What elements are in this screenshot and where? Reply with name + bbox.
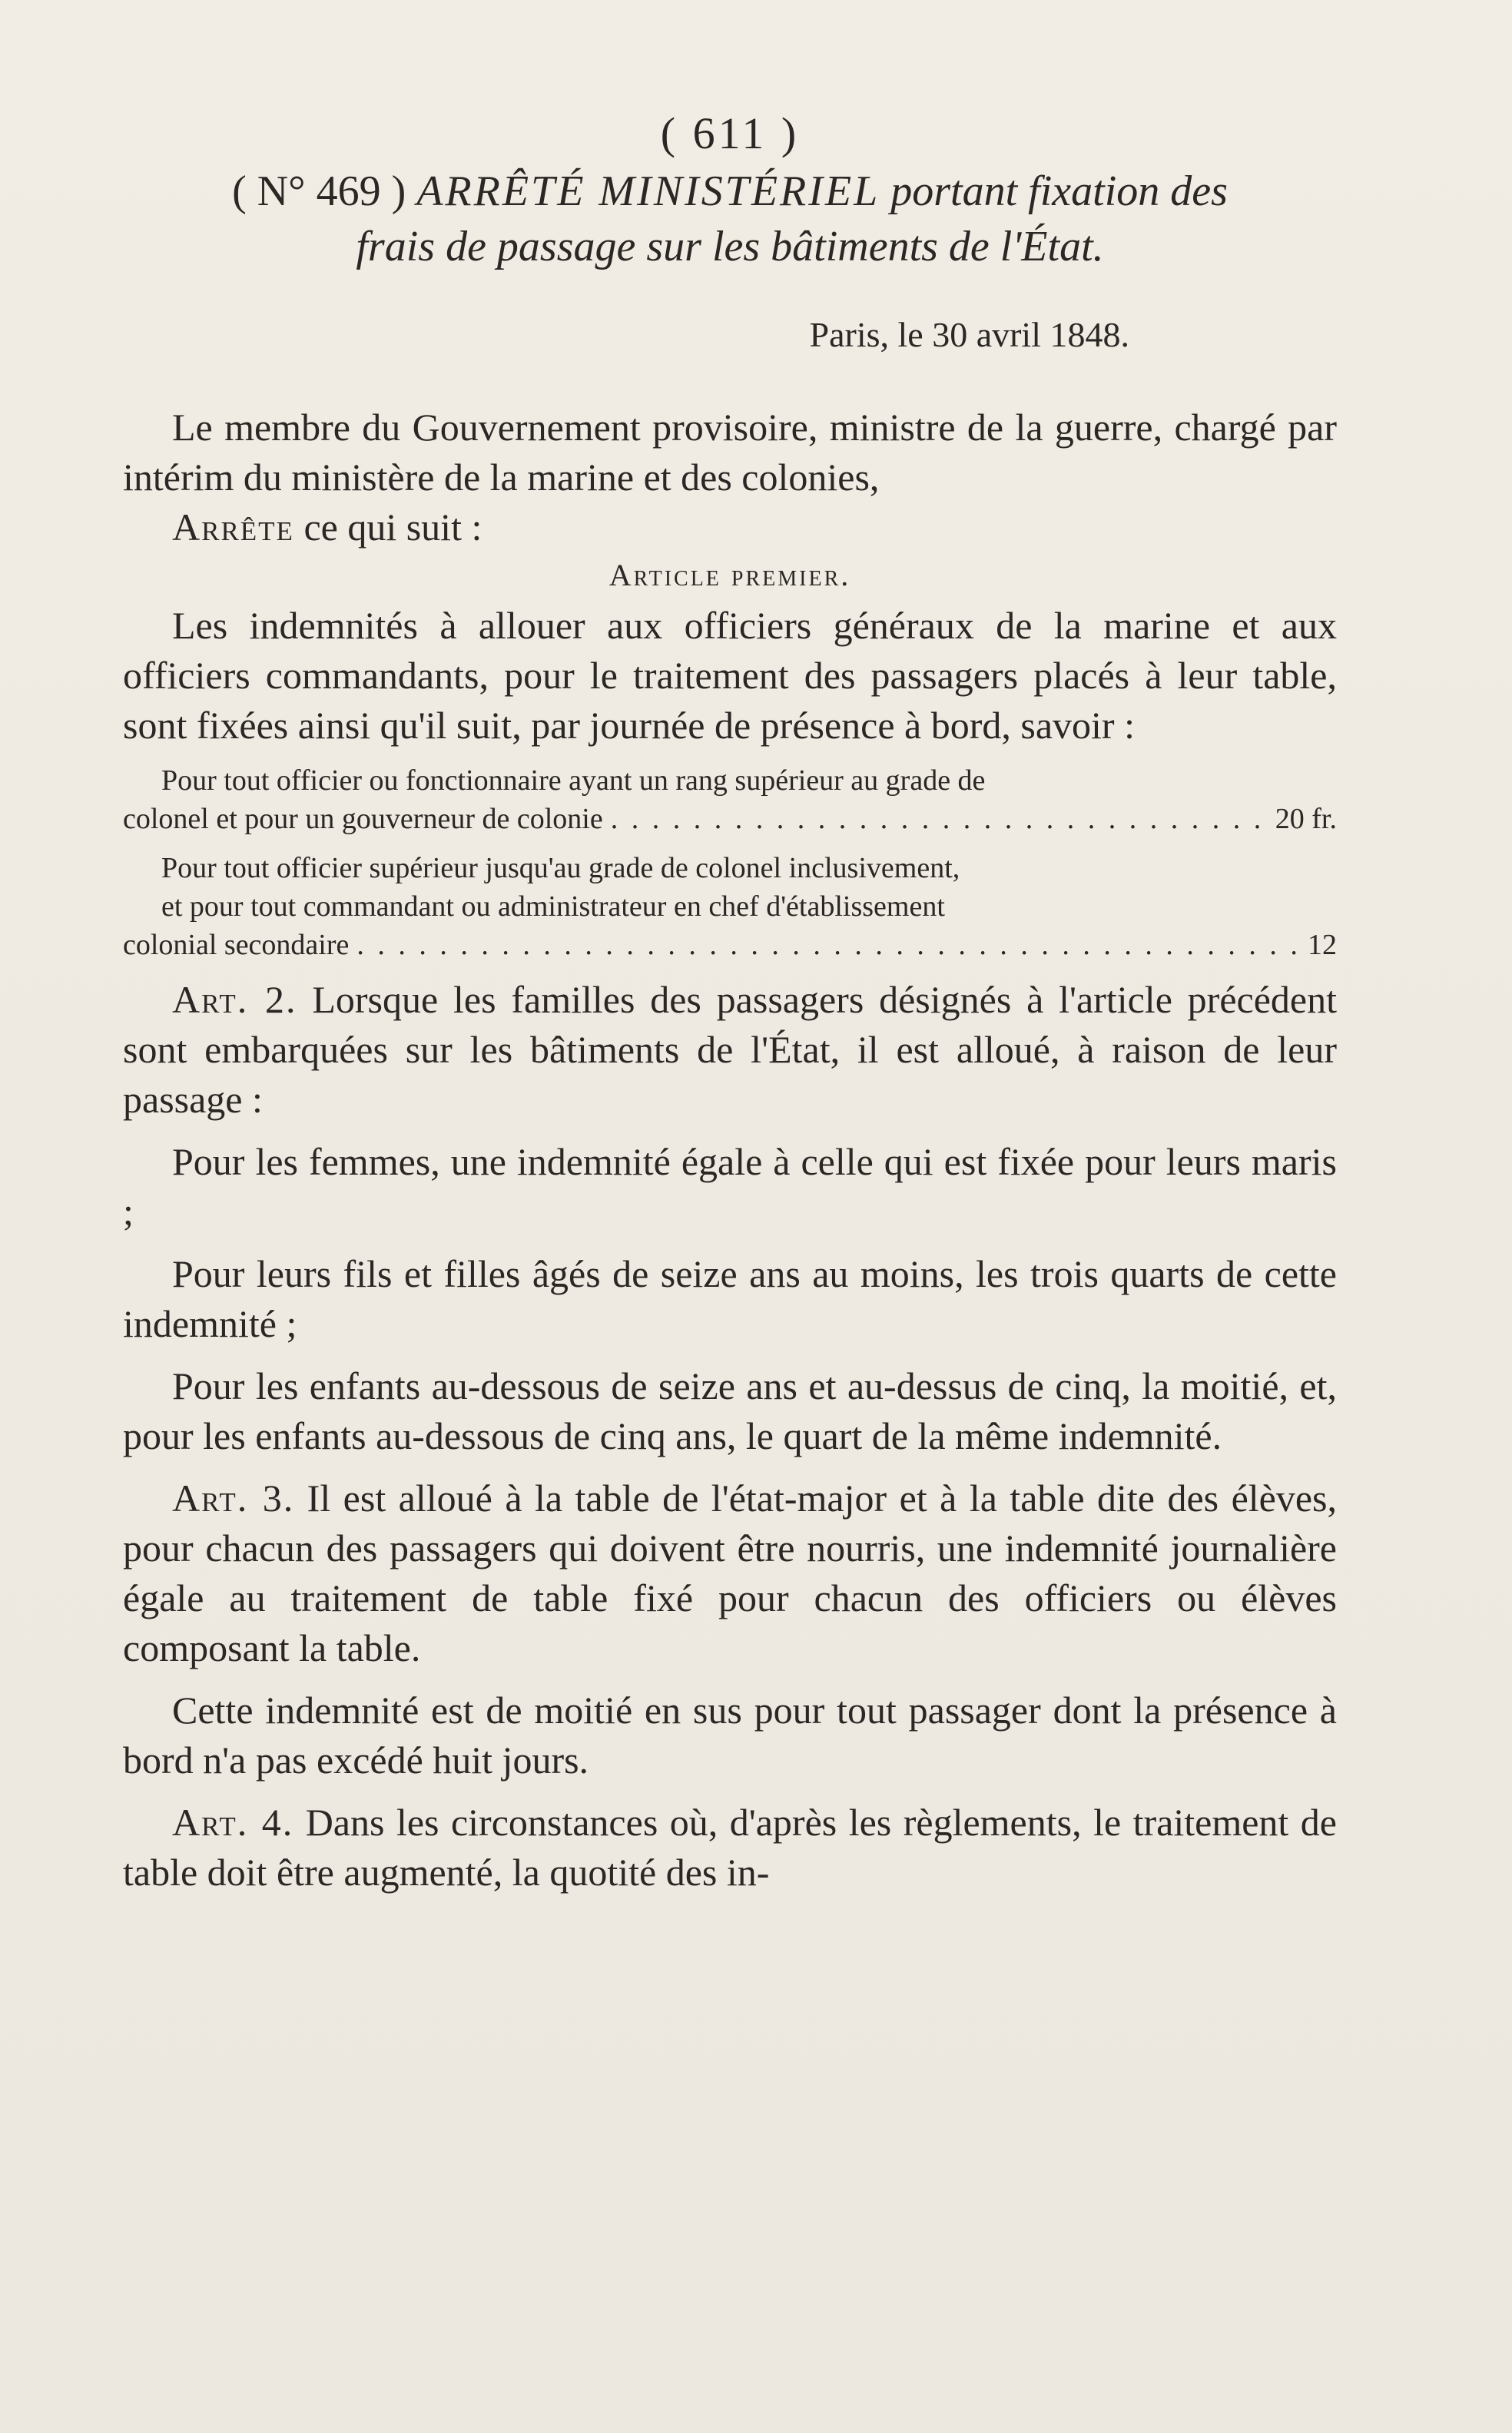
article-2-item-children-16: Pour leurs fils et filles âgés de seize ans au moins, les trois quarts de cette indemnité ;	[123, 1252, 1337, 1345]
preamble: Le membre du Gouvernement provisoire, ministre de la guerre, chargé par intérim du ministère de la marine et des colonies,	[123, 406, 1337, 499]
tarif-item-line1: Pour tout officier supérieur jusqu'au grade de colonel inclusivement,	[161, 852, 960, 884]
decree-number: ( N° 469 )	[232, 167, 406, 215]
tarif-amount: 20 fr.	[1275, 803, 1337, 835]
article-2-lead: Art. 2.	[172, 978, 297, 1021]
tarif-amount: 12	[1308, 929, 1337, 961]
tarif-item-superieur	[123, 849, 1337, 964]
article-premier-heading: Article premier.	[608, 558, 851, 592]
article-premier-text: Les indemnités à allouer aux officiers généraux de la marine et aux officiers commandants, pour le traitement des passagers placés à leur table, sont fixées ainsi qu'il suit, par journée de présence à bord, savoir :	[123, 604, 1337, 747]
tarif-list	[123, 761, 1337, 964]
tarif-item-line2: colonel et pour un gouverneur de colonie	[123, 803, 603, 835]
article-2-item-children-young: Pour les enfants au-dessous de seize ans et au-dessus de cinq, la moitié, et, pour les enfants au-dessous de cinq ans, le quart de la même indemnité.	[123, 1364, 1337, 1457]
tarif-item-line1: Pour tout officier ou fonctionnaire ayant un rang supérieur au grade de	[161, 764, 986, 797]
article-4-lead: Art. 4.	[172, 1801, 294, 1844]
arrete-rest: ce qui suit :	[293, 505, 482, 549]
dateline: Paris, le 30 avril 1848.	[809, 315, 1129, 354]
tarif-item-line2: et pour tout commandant ou administrateur en chef d'établissement	[161, 890, 945, 923]
arrete-line	[123, 502, 1337, 552]
decree-title-caps: ARRÊTÉ MINISTÉRIEL	[416, 167, 880, 215]
article-3-extra: Cette indemnité est de moitié en sus pour tout passager dont la présence à bord n'a pas excédé huit jours.	[123, 1689, 1337, 1782]
article-2-text: Art. 2. Lorsque les familles des passagers désignés à l'article précédent sont embarquées sur les bâtiments de l'État, il est alloué, à raison de leur passage :	[123, 978, 1337, 1121]
decree-title-line2: frais de passage sur les bâtiments de l'État.	[356, 223, 1104, 270]
article-3-text: Art. 3. Il est alloué à la table de l'état-major et à la table dite des élèves, pour chacun des passagers qui doivent être nourris, une indemnité journalière égale au traitement de table fixé pour chacun des officiers ou élèves composant la table.	[123, 1477, 1337, 1669]
page-number: ( 611 )	[660, 108, 800, 158]
article-2-item-women: Pour les femmes, une indemnité égale à celle qui est fixée pour leurs maris ;	[123, 1140, 1337, 1233]
page-content	[123, 108, 1337, 1898]
leader-dots	[356, 926, 1300, 964]
article-3-lead: Art. 3.	[172, 1477, 295, 1520]
leader-dots	[611, 800, 1268, 838]
arrete-lead: Arrête	[172, 505, 294, 549]
article-4-text: Art. 4. Dans les circonstances où, d'après les règlements, le traitement de table doit être augmenté, la quotité des in-	[123, 1801, 1337, 1894]
tarif-item-general	[123, 761, 1337, 838]
decree-title-rest: portant fixation des	[890, 167, 1228, 215]
decree-heading	[123, 164, 1337, 274]
tarif-item-line3: colonial secondaire	[123, 929, 350, 961]
